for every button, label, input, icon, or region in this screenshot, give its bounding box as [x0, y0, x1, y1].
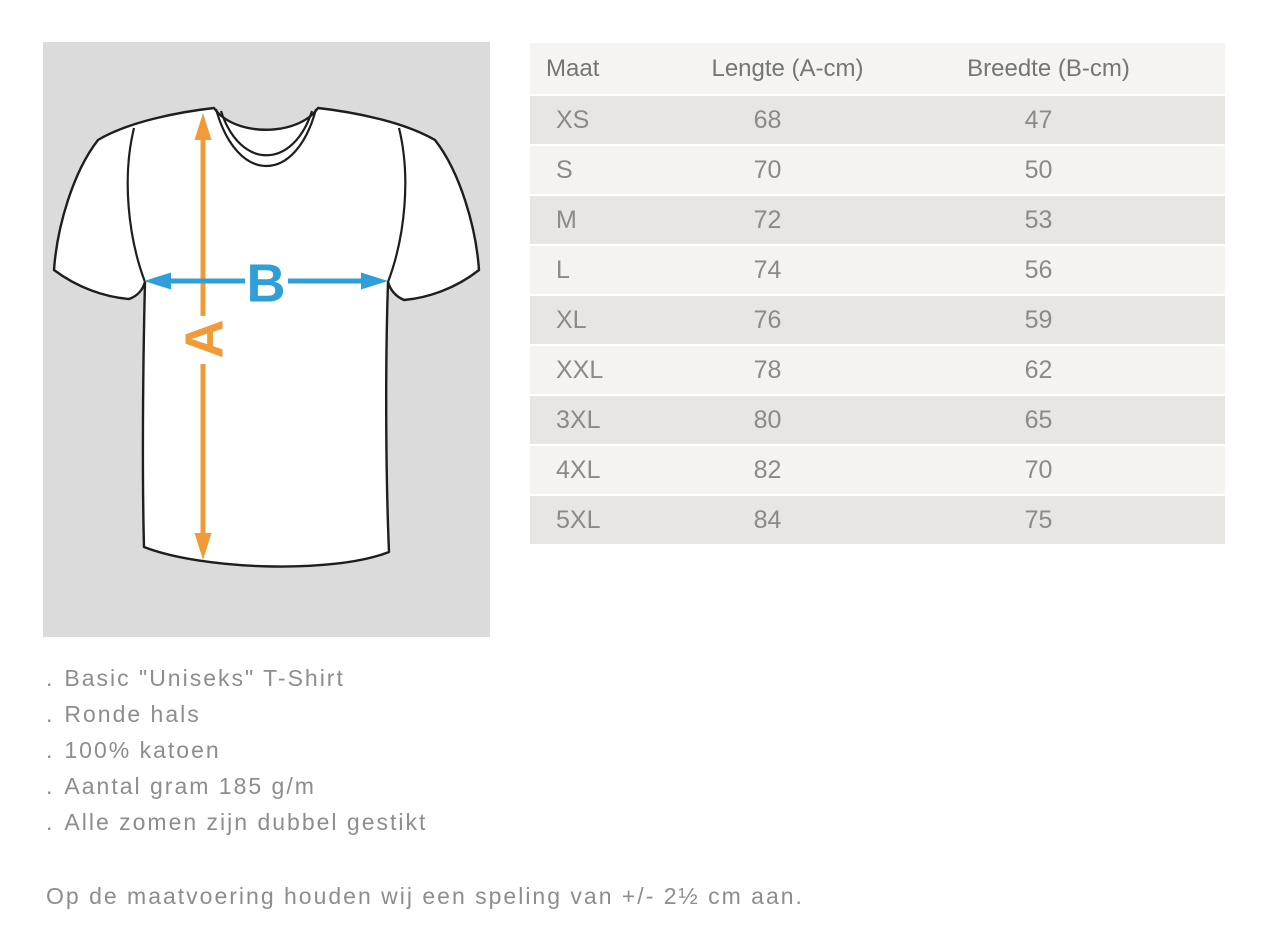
length-cell: 72 — [683, 195, 912, 245]
table-row — [530, 445, 1225, 495]
size-cell: M — [530, 195, 683, 245]
length-cell: 84 — [683, 495, 912, 545]
width-cell: 62 — [912, 345, 1225, 395]
table-row — [530, 195, 1225, 245]
width-cell: 53 — [912, 195, 1225, 245]
width-cell: 47 — [912, 95, 1225, 145]
feature-text: 100% katoen — [64, 737, 221, 763]
size-cell: 4XL — [530, 445, 683, 495]
feature-text: Ronde hals — [64, 701, 201, 727]
size-table-body — [530, 95, 1225, 545]
header-lengte: Lengte (A-cm) — [683, 43, 912, 95]
tshirt-diagram-svg — [43, 42, 490, 637]
feature-bullet: . — [46, 773, 55, 799]
width-cell: 59 — [912, 295, 1225, 345]
table-row — [530, 495, 1225, 545]
tolerance-note: Op de maatvoering houden wij een speling van +/- 2½ cm aan. — [46, 883, 804, 909]
size-table — [530, 43, 1225, 546]
size-cell: 3XL — [530, 395, 683, 445]
length-label-a: A — [174, 319, 235, 359]
size-cell: XL — [530, 295, 683, 345]
product-features-list — [46, 660, 427, 840]
size-cell: XXL — [530, 345, 683, 395]
length-cell: 78 — [683, 345, 912, 395]
length-cell: 68 — [683, 95, 912, 145]
table-row — [530, 345, 1225, 395]
table-row — [530, 295, 1225, 345]
header-breedte: Breedte (B-cm) — [912, 43, 1225, 95]
width-label-b: B — [246, 253, 286, 314]
feature-text: Aantal gram 185 g/m — [64, 773, 316, 799]
width-cell: 50 — [912, 145, 1225, 195]
size-cell: XS — [530, 95, 683, 145]
feature-item — [46, 768, 427, 804]
length-cell: 70 — [683, 145, 912, 195]
length-cell: 80 — [683, 395, 912, 445]
size-cell: S — [530, 145, 683, 195]
header-row — [530, 43, 1225, 95]
length-cell: 76 — [683, 295, 912, 345]
size-cell: L — [530, 245, 683, 295]
feature-item — [46, 696, 427, 732]
tshirt-diagram — [43, 42, 490, 637]
width-cell: 70 — [912, 445, 1225, 495]
width-cell: 65 — [912, 395, 1225, 445]
feature-bullet: . — [46, 665, 55, 691]
feature-item — [46, 732, 427, 768]
feature-bullet: . — [46, 809, 55, 835]
table-row — [530, 245, 1225, 295]
length-cell: 82 — [683, 445, 912, 495]
feature-bullet: . — [46, 701, 55, 727]
feature-bullet: . — [46, 737, 55, 763]
feature-item — [46, 660, 427, 696]
size-cell: 5XL — [530, 495, 683, 545]
width-cell: 75 — [912, 495, 1225, 545]
table-row — [530, 145, 1225, 195]
length-cell: 74 — [683, 245, 912, 295]
size-table-header — [530, 43, 1225, 95]
table-row — [530, 95, 1225, 145]
width-cell: 56 — [912, 245, 1225, 295]
table-row — [530, 395, 1225, 445]
feature-text: Alle zomen zijn dubbel gestikt — [64, 809, 428, 835]
feature-item — [46, 804, 427, 840]
header-maat: Maat — [530, 43, 683, 95]
feature-text: Basic "Uniseks" T-Shirt — [64, 665, 345, 691]
